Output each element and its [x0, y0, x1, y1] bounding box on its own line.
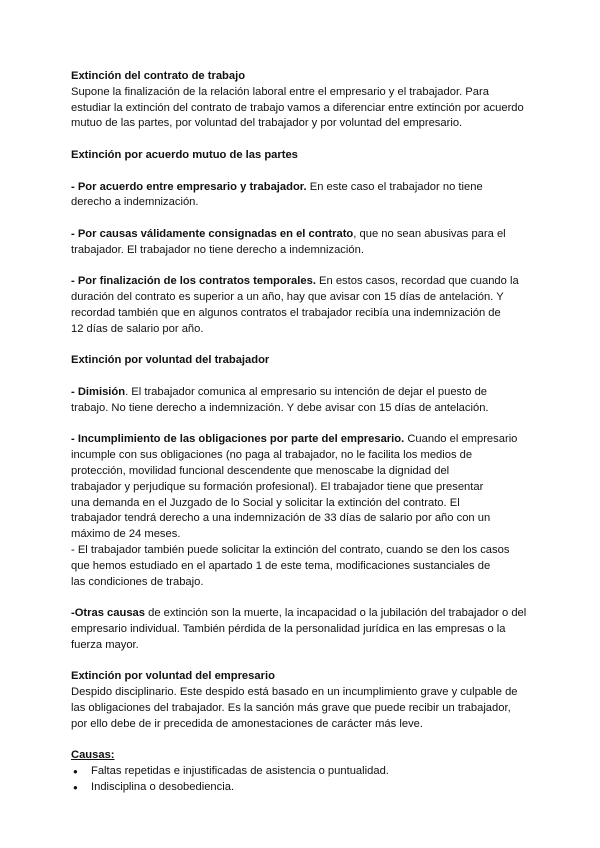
paragraph-line: trabajador tendrá derecho a una indemnización de 33 días de salario por año con un — [71, 512, 491, 525]
section-title: Extinción por voluntad del trabajador — [71, 354, 270, 367]
paragraph-line: empresario individual. También pérdida de la personalidad jurídica en las empresas o la — [71, 622, 506, 635]
item-line — [71, 274, 531, 290]
paragraph-line: trabajador. El trabajador no tiene derecho a indemnización. — [71, 243, 364, 256]
paragraph-line: máximo de 24 meses. — [71, 528, 181, 541]
paragraph-line: derecho a indemnización. — [71, 196, 199, 209]
item-line — [71, 432, 531, 448]
item-lead: - Dimisión — [71, 385, 126, 398]
section-title: Extinción por voluntad del empresario — [71, 670, 275, 683]
paragraph-line: duración del contrato es superior a un año, hay que avisar con 15 días de antelación. Y — [71, 291, 504, 304]
item-text: . El trabajador comunica al empresario su intención de dejar el puesto de — [125, 385, 488, 398]
list-item: ● Indisciplina o desobediencia. — [71, 780, 531, 796]
paragraph-line: estudiar la extinción del contrato de trabajo vamos a diferenciar entre extinción por acuerdo — [71, 101, 524, 114]
causas-list — [71, 764, 531, 796]
item-lead: -Otras causas — [71, 607, 146, 620]
paragraph-line: las obligaciones del trabajador. Es la sanción más grave que puede recibir un trabajador, — [71, 701, 511, 714]
item-text: de extinción son la muerte, la incapacidad o la jubilación del trabajador o del — [145, 607, 527, 620]
item-text: , que no sean abusivas para el — [353, 227, 506, 240]
paragraph-line: protección, movilidad funcional descendente que menoscabe la dignidad del — [71, 464, 450, 477]
causas-heading: Causas: — [71, 749, 115, 762]
section-title: Extinción del contrato de trabajo — [71, 70, 246, 82]
paragraph-line: por ello debe de ir precedida de amonestaciones de carácter más leve. — [71, 717, 423, 730]
paragraph-line: una demanda en el Juzgado de lo Social y solicitar la extinción del contrato. El — [71, 496, 460, 509]
paragraph-line: Supone la finalización de la relación laboral entre el empresario y el trabajador. Para — [71, 85, 489, 98]
paragraph-line: trabajador y perjudique su formación profesional). El trabajador tiene que presentar — [71, 480, 484, 493]
paragraph-line: incumple con sus obligaciones (no paga al trabajador, no le facilita los medios de — [71, 449, 473, 462]
item-line — [71, 385, 531, 401]
paragraph-line: Despido disciplinario. Este despido está basado en un incumplimiento grave y culpable de — [71, 686, 518, 699]
item-lead: - Incumplimiento de las obligaciones por parte del empresario. — [71, 433, 405, 446]
paragraph-line: - El trabajador también puede solicitar la extinción del contrato, cuando se den los casos — [71, 543, 510, 556]
item-lead: - Por acuerdo entre empresario y trabajador. — [71, 180, 307, 193]
document-page — [71, 69, 531, 796]
paragraph-line: fuerza mayor. — [71, 638, 139, 651]
paragraph-line: recordad también que en algunos contratos el trabajador recibía una indemnización de — [71, 306, 501, 319]
paragraph-line: mutuo de las partes, por voluntad del trabajador y por voluntad del empresario. — [71, 117, 463, 130]
item-text: En este caso el trabajador no tiene — [306, 180, 483, 193]
item-line — [71, 180, 531, 196]
paragraph-line: trabajo. No tiene derecho a indemnización. Y debe avisar con 15 días de antelación. — [71, 401, 489, 414]
paragraph-line: las condiciones de trabajo. — [71, 575, 204, 588]
paragraph-line: 12 días de salario por año. — [71, 322, 204, 335]
item-line — [71, 227, 531, 243]
section-title: Extinción por acuerdo mutuo de las partes — [71, 148, 298, 161]
item-line — [71, 606, 531, 622]
paragraph-line: que hemos estudiado en el apartado 1 de este tema, modificaciones sustanciales de — [71, 559, 491, 572]
item-text: Cuando el empresario — [404, 433, 518, 446]
item-lead: - Por causas válidamente consignadas en el contrato — [71, 227, 354, 240]
item-text: En estos casos, recordad que cuando la — [315, 275, 519, 288]
list-item: ● Faltas repetidas e injustificadas de asistencia o puntualidad. — [71, 764, 531, 780]
item-lead: - Por finalización de los contratos temporales. — [71, 275, 316, 288]
